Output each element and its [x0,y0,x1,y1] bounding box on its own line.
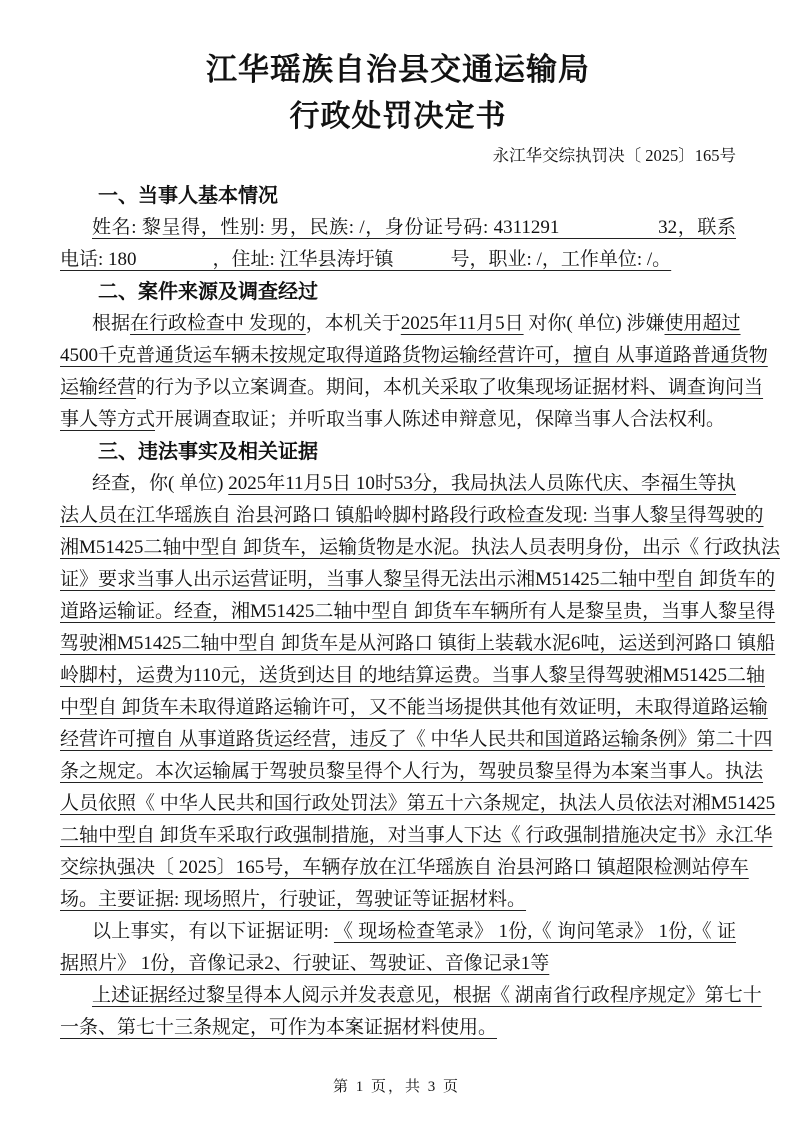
facts-line-5 [60,596,776,628]
underline-segment: 事人等方式 [60,409,156,430]
underline-segment: 上述证据经过黎呈得本人阅示并发表意见，根据《 湖南省行政程序规定》第七十 [92,985,762,1006]
plain-segment: 的行为予以立案调查。期间，本机关 [136,377,441,398]
facts-line-14 [60,884,736,916]
underline-segment: 据照片》 1份，音像记录2、行驶证、驾驶证、音像记录1等 [60,953,550,974]
underline-segment: 驾驶湘M51425二轴中型自 卸货车是从河路口 镇街上装载水泥6吨，运送到河路口 镇船 [60,633,776,654]
underline-segment: 采取了收集现场证据材料、调查询问当 [440,377,764,398]
underline-segment: 运输经营 [60,377,137,398]
plain-segment: 以上事实，有以下证据证明: [92,921,334,942]
underline-segment: 在行政检查中 发现的 [130,313,306,334]
party-info-line-2 [60,244,736,276]
section-heading-case-source: 二、案件来源及调查经过 [98,281,318,303]
plain-segment: 对你( 单位) 涉嫌 [523,313,665,334]
section-heading-facts: 三、违法事实及相关证据 [98,441,318,463]
underline-segment: 人员依照《 中华人民共和国行政处罚法》第五十六条规定，执法人员依法对湘M51425 [60,793,776,814]
facts-line-8 [60,692,768,724]
underline-segment: 二轴中型自 卸货车采取行政强制措施，对当事人下达《 行政强制措施决定书》永江华 [60,825,773,846]
agency-title: 江华瑶族自治县交通运输局 [206,52,590,87]
facts-line-4 [60,564,776,596]
facts-line-3 [60,532,780,564]
underline-segment: 《 现场检查笔录》 1份,《 询问笔录》 1份,《 证 [333,921,736,942]
evidence-line-2 [60,948,736,980]
facts-line-9 [60,724,773,756]
underline-segment: 姓名: 黎呈得，性别: 男，民族: /，身份证号码: 4311291 32，联系 [92,217,736,238]
facts-line-11 [60,788,776,820]
underline-segment: 道路运输证。经查，湘M51425二轴中型自 卸货车车辆所有人是黎呈贵，当事人黎呈得 [60,601,776,622]
facts-line-7 [60,660,765,692]
plain-segment: 根据 [92,313,131,334]
case-source-line-1 [60,308,741,340]
case-number: 永江华交综执罚决〔 2025〕165号 [492,146,736,165]
plain-segment: 开展调查取证；并听取当事人陈述申辩意见，保障当事人合法权利。 [155,409,726,430]
underline-segment: 电话: 180 ，住址: 江华县涛圩镇 号，职业: /，工作单位: /。 [60,249,672,270]
underline-segment: 场。主要证据: 现场照片，行驶证，驾驶证等证据材料。 [60,889,527,910]
underline-segment: 证》要求当事人出示运营证明，当事人黎呈得无法出示湘M51425二轴中型自 卸货车的 [60,569,776,590]
case-source-line-2 [60,340,768,372]
underline-segment: 4500千克普通货运车辆未按规定取得道路货物运输经营许可，擅自 从事道路普通货物 [60,345,768,366]
underline-segment: 岭脚村，运费为110元，送货到达目 的地结算运费。当事人黎呈得驾驶湘M51425二轴 [60,665,765,686]
case-source-line-4 [60,404,736,436]
underline-segment: 湘M51425二轴中型自 卸货车，运输货物是水泥。执法人员表明身份，出示《 行政执法 [60,537,780,558]
facts-line-13 [60,852,749,884]
underline-segment: 一条、第七十三条规定，可作为本案证据材料使用。 [60,1017,498,1038]
document-type-title: 行政处罚决定书 [289,100,507,133]
plain-segment: ，本机关于 [305,313,401,334]
underline-segment: 交综执强决〔 2025〕165号，车辆存放在江华瑶族自 治县河路口 镇超限检测站停车 [60,857,749,878]
facts-line-1 [60,468,736,500]
facts-line-6 [60,628,776,660]
confirmation-line-2 [60,1012,736,1044]
facts-line-2 [60,500,764,532]
facts-line-10 [60,756,764,788]
page-number: 第 1 页，共 3 页 [332,1079,460,1095]
underline-segment: 中型自 卸货车未取得道路运输许可，又不能当场提供其他有效证明，未取得道路运输 [60,697,768,718]
plain-segment: 经查，你( 单位) [92,473,229,494]
party-info-line-1 [60,212,736,244]
underline-segment: 2025年11月5日 10时53分，我局执法人员陈代庆、李福生等执 [228,473,737,494]
underline-segment: 经营许可擅自 从事道路货运经营，违反了《 中华人民共和国道路运输条例》第二十四 [60,729,773,750]
underline-segment: 条之规定。本次运输属于驾驶员黎呈得个人行为，驾驶员黎呈得为本案当事人。执法 [60,761,764,782]
confirmation-line-1 [60,980,762,1012]
underline-segment: 2025年11月5日 [400,313,524,334]
facts-line-12 [60,820,773,852]
evidence-line-1 [60,916,736,948]
underline-segment: 法人员在江华瑶族自 治县河路口 镇船岭脚村路段行政检查发现: 当事人黎呈得驾驶的 [60,505,764,526]
case-source-line-3 [60,372,764,404]
section-heading-party-info: 一、当事人基本情况 [98,185,278,207]
underline-segment: 使用超过 [664,313,741,334]
